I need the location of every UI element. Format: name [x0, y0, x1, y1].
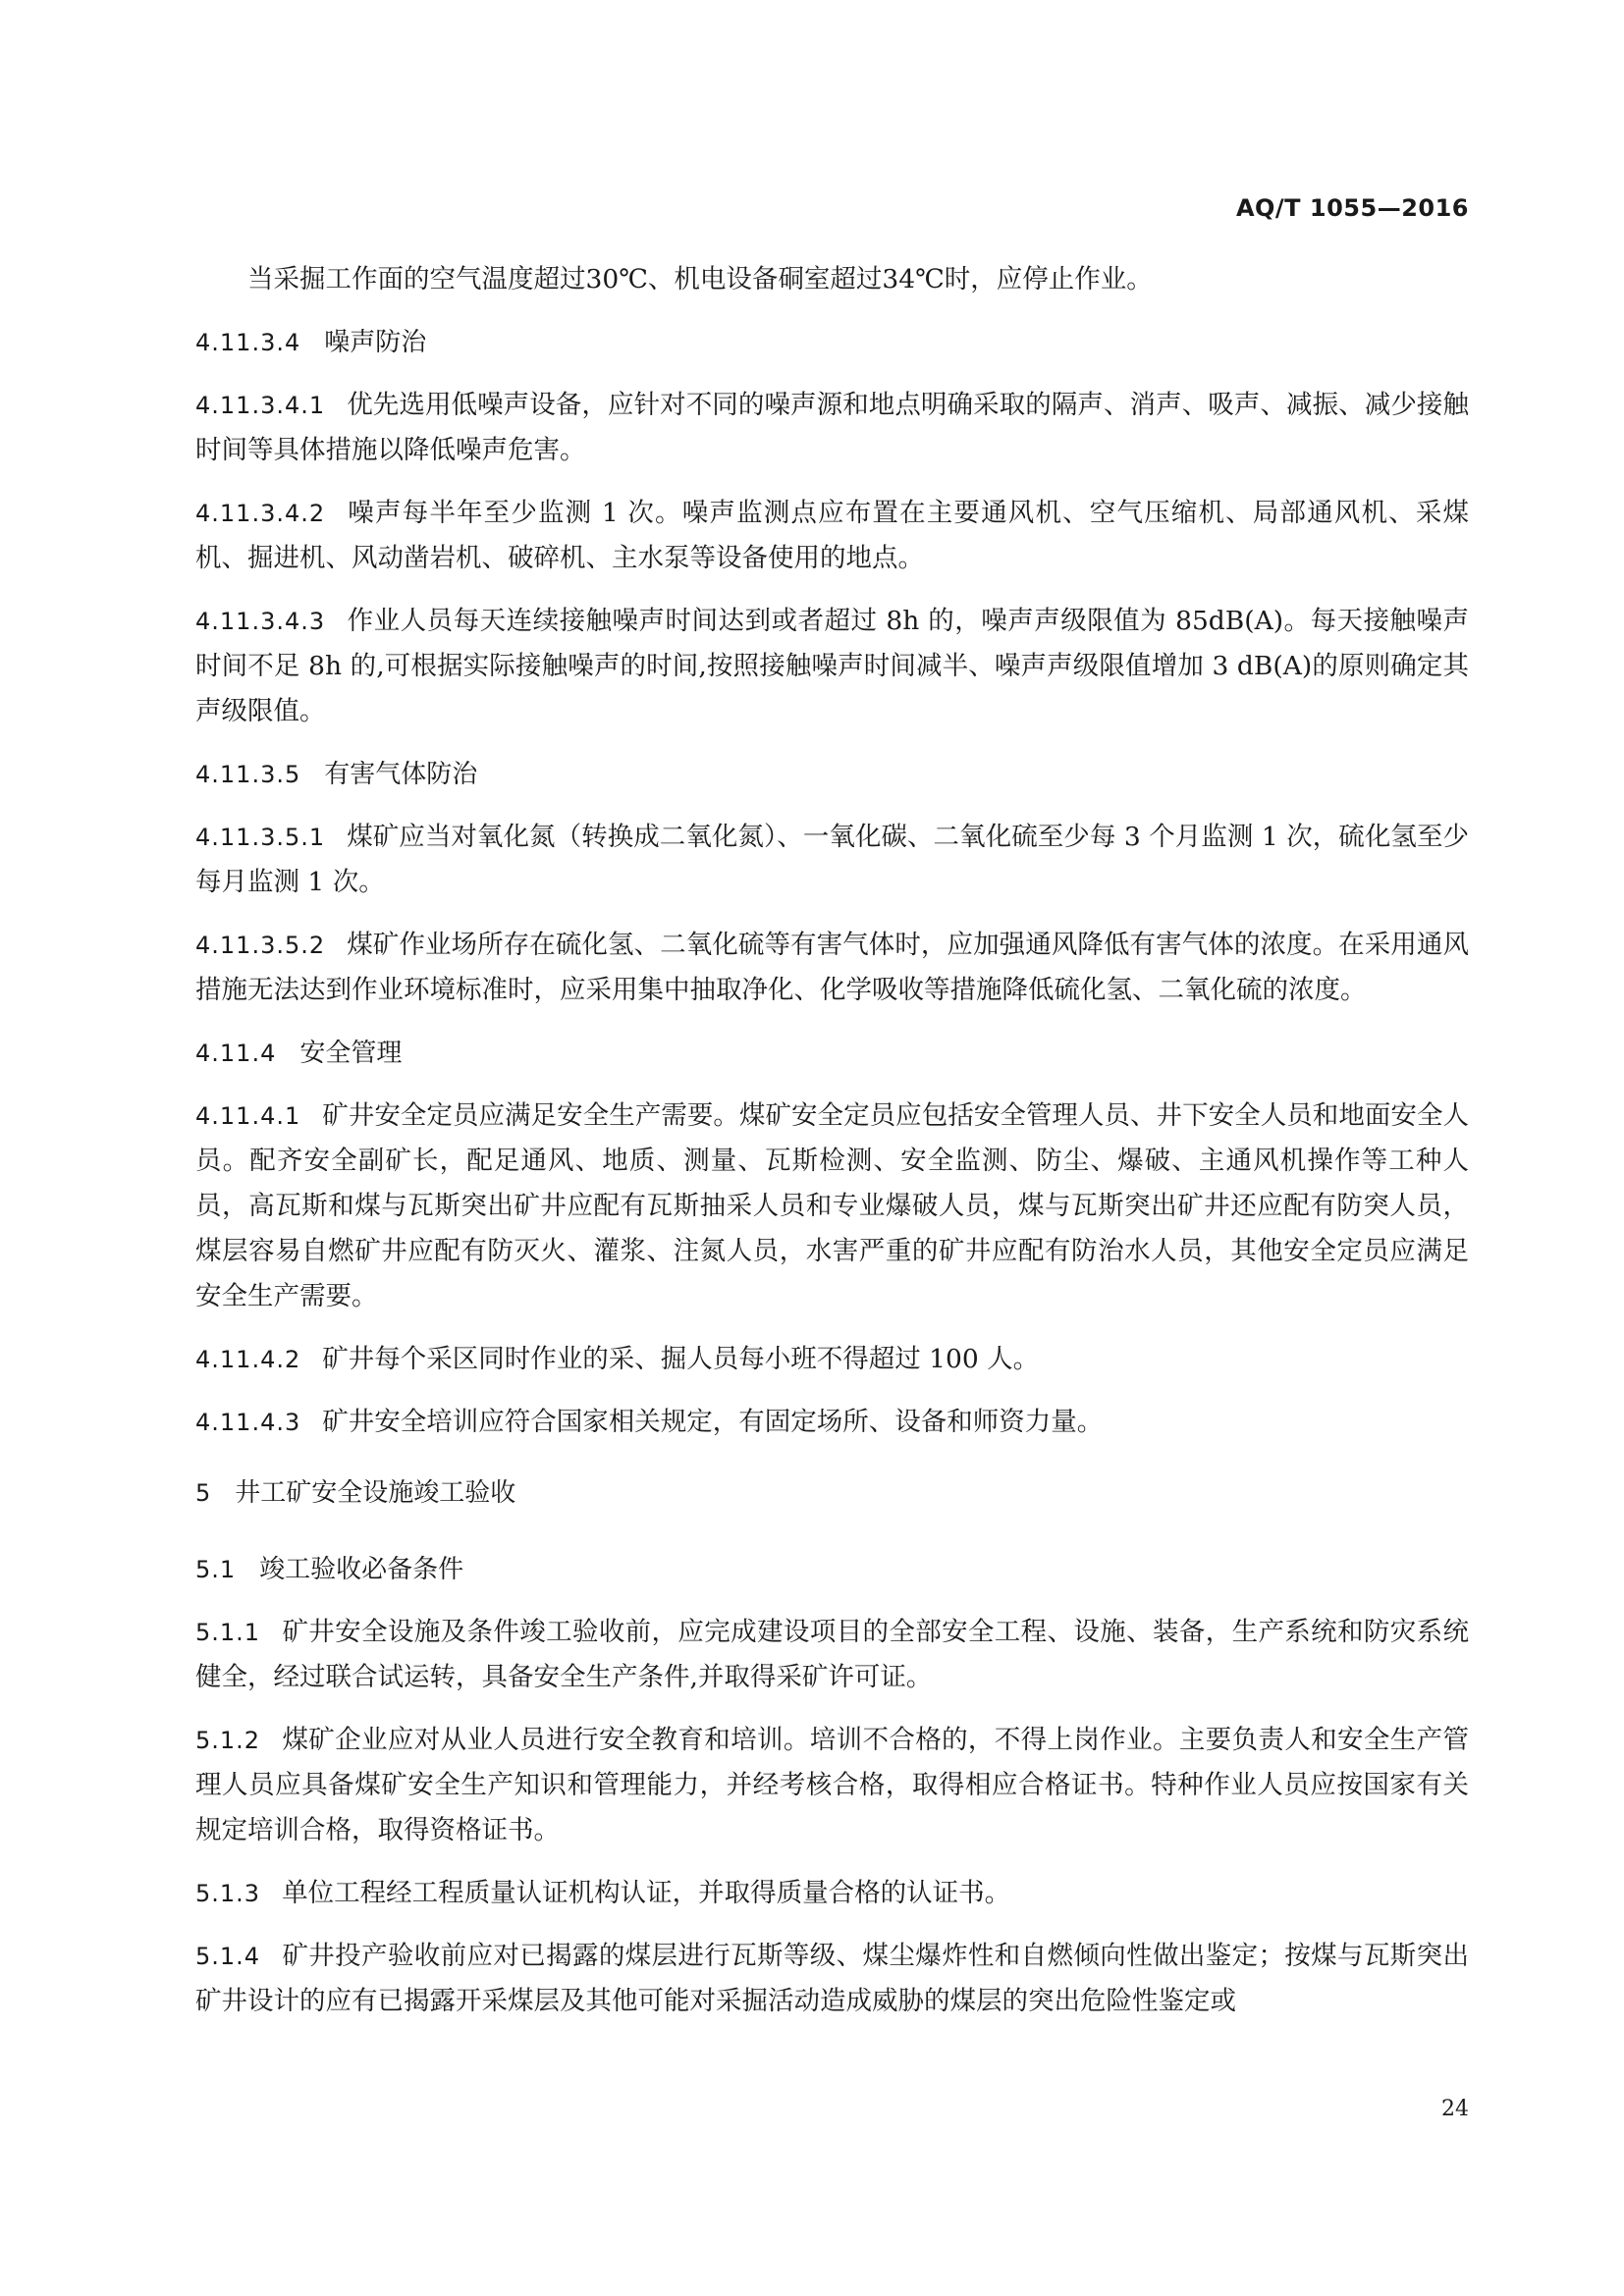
- section-number: 4.11.4: [195, 1040, 277, 1067]
- clause-text: 作业人员每天连续接触噪声时间达到或者超过 8h 的，噪声声级限值为 85dB(A)。每天接触噪声时间不足 8h 的,可根据实际接触噪声的时间,按照接触噪声时间减半、噪声声级限值增加 3 dB(A)的原则确定其声级限值。: [195, 606, 1469, 726]
- clause-number: 5.1.4: [195, 1943, 261, 1970]
- clause-text: 矿井安全培训应符合国家相关规定，有固定场所、设备和师资力量。: [322, 1407, 1104, 1437]
- section-heading: [195, 1547, 1469, 1592]
- clause: [195, 815, 1469, 905]
- clause-number: 4.11.4.3: [195, 1409, 301, 1436]
- clause: [195, 923, 1469, 1013]
- clause-number: 5.1.3: [195, 1880, 261, 1907]
- clause-text: 矿井安全设施及条件竣工验收前，应完成建设项目的全部安全工程、设施、装备，生产系统和防灾系统健全，经过联合试运转，具备安全生产条件,并取得采矿许可证。: [195, 1617, 1469, 1692]
- clause: [195, 491, 1469, 581]
- clause-text: 单位工程经工程质量认证机构认证，并取得质量合格的认证书。: [282, 1878, 1011, 1908]
- clause-number: 4.11.3.4.3: [195, 608, 326, 635]
- clause-number: 4.11.3.4.2: [195, 500, 326, 527]
- clause-number: 4.11.3.5.2: [195, 932, 326, 959]
- clause: [195, 1337, 1469, 1382]
- chapter-heading: [195, 1470, 1469, 1516]
- continued-paragraph: [195, 257, 1469, 302]
- clause: [195, 1871, 1469, 1916]
- clause-text: 矿井安全定员应满足安全生产需要。煤矿安全定员应包括安全管理人员、井下安全人员和地面安全人员。配齐安全副矿长，配足通风、地质、测量、瓦斯检测、安全监测、防尘、爆破、主通风机操作等工种人员，高瓦斯和煤与瓦斯突出矿井应配有瓦斯抽采人员和专业爆破人员，煤与瓦斯突出矿井还应配有防突人员，煤层容易自燃矿井应配有防灭火、灌浆、注氮人员，水害严重的矿井应配有防治水人员，其他安全定员应满足安全生产需要。: [195, 1100, 1469, 1311]
- clause-text: 优先选用低噪声设备，应针对不同的噪声源和地点明确采取的隔声、消声、吸声、减振、减少接触时间等具体措施以降低噪声危害。: [195, 390, 1469, 465]
- clause-number: 4.11.3.4.1: [195, 392, 326, 419]
- clause-text: 煤矿作业场所存在硫化氢、二氧化硫等有害气体时，应加强通风降低有害气体的浓度。在采用通风措施无法达到作业环境标准时，应采用集中抽取净化、化学吸收等措施降低硫化氢、二氧化硫的浓度。: [195, 930, 1469, 1005]
- paragraph-text: 当采掘工作面的空气温度超过30℃、机电设备硐室超过34℃时，应停止作业。: [247, 264, 1153, 294]
- section-title: 竣工验收必备条件: [259, 1555, 464, 1584]
- section-number: 5.1: [195, 1556, 237, 1583]
- section-number: 4.11.3.5: [195, 761, 301, 788]
- section-number: 4.11.3.4: [195, 329, 301, 356]
- clause: [195, 1400, 1469, 1445]
- chapter-number: 5: [195, 1479, 212, 1507]
- clause-text: 矿井每个采区同时作业的采、掘人员每小班不得超过 100 人。: [322, 1344, 1040, 1374]
- clause-text: 噪声每半年至少监测 1 次。噪声监测点应布置在主要通风机、空气压缩机、局部通风机、采煤机、掘进机、风动凿岩机、破碎机、主水泵等设备使用的地点。: [195, 498, 1469, 573]
- section-title: 安全管理: [299, 1039, 403, 1068]
- page-number: 24: [1441, 2097, 1469, 2121]
- section-heading: [195, 320, 1469, 365]
- document-body: [195, 257, 1469, 2042]
- clause: [195, 1718, 1469, 1853]
- clause-text: 煤矿应当对氧化氮（转换成二氧化氮）、一氧化碳、二氧化硫至少每 3 个月监测 1 次，硫化氢至少每月监测 1 次。: [195, 822, 1469, 897]
- clause: [195, 599, 1469, 734]
- clause: [195, 1610, 1469, 1700]
- clause-number: 4.11.4.1: [195, 1102, 301, 1130]
- clause-number: 5.1.1: [195, 1619, 261, 1646]
- clause-number: 5.1.2: [195, 1727, 261, 1754]
- clause-text: 煤矿企业应对从业人员进行安全教育和培训。培训不合格的，不得上岗作业。主要负责人和安全生产管理人员应具备煤矿安全生产知识和管理能力，并经考核合格，取得相应合格证书。特种作业人员应按国家有关规定培训合格，取得资格证书。: [195, 1725, 1469, 1845]
- clause-number: 4.11.4.2: [195, 1346, 301, 1373]
- clause: [195, 1934, 1469, 2024]
- clause: [195, 1094, 1469, 1319]
- clause: [195, 383, 1469, 473]
- chapter-title: 井工矿安全设施竣工验收: [235, 1478, 516, 1508]
- section-heading: [195, 752, 1469, 797]
- section-title: 有害气体防治: [324, 760, 478, 789]
- document-code: AQ/T 1055—2016: [1235, 194, 1469, 222]
- clause-number: 4.11.3.5.1: [195, 824, 326, 851]
- section-title: 噪声防治: [324, 328, 427, 357]
- section-heading: [195, 1031, 1469, 1076]
- clause-text: 矿井投产验收前应对已揭露的煤层进行瓦斯等级、煤尘爆炸性和自燃倾向性做出鉴定；按煤与瓦斯突出矿井设计的应有已揭露开采煤层及其他可能对采掘活动造成威胁的煤层的突出危险性鉴定或: [195, 1941, 1469, 2016]
